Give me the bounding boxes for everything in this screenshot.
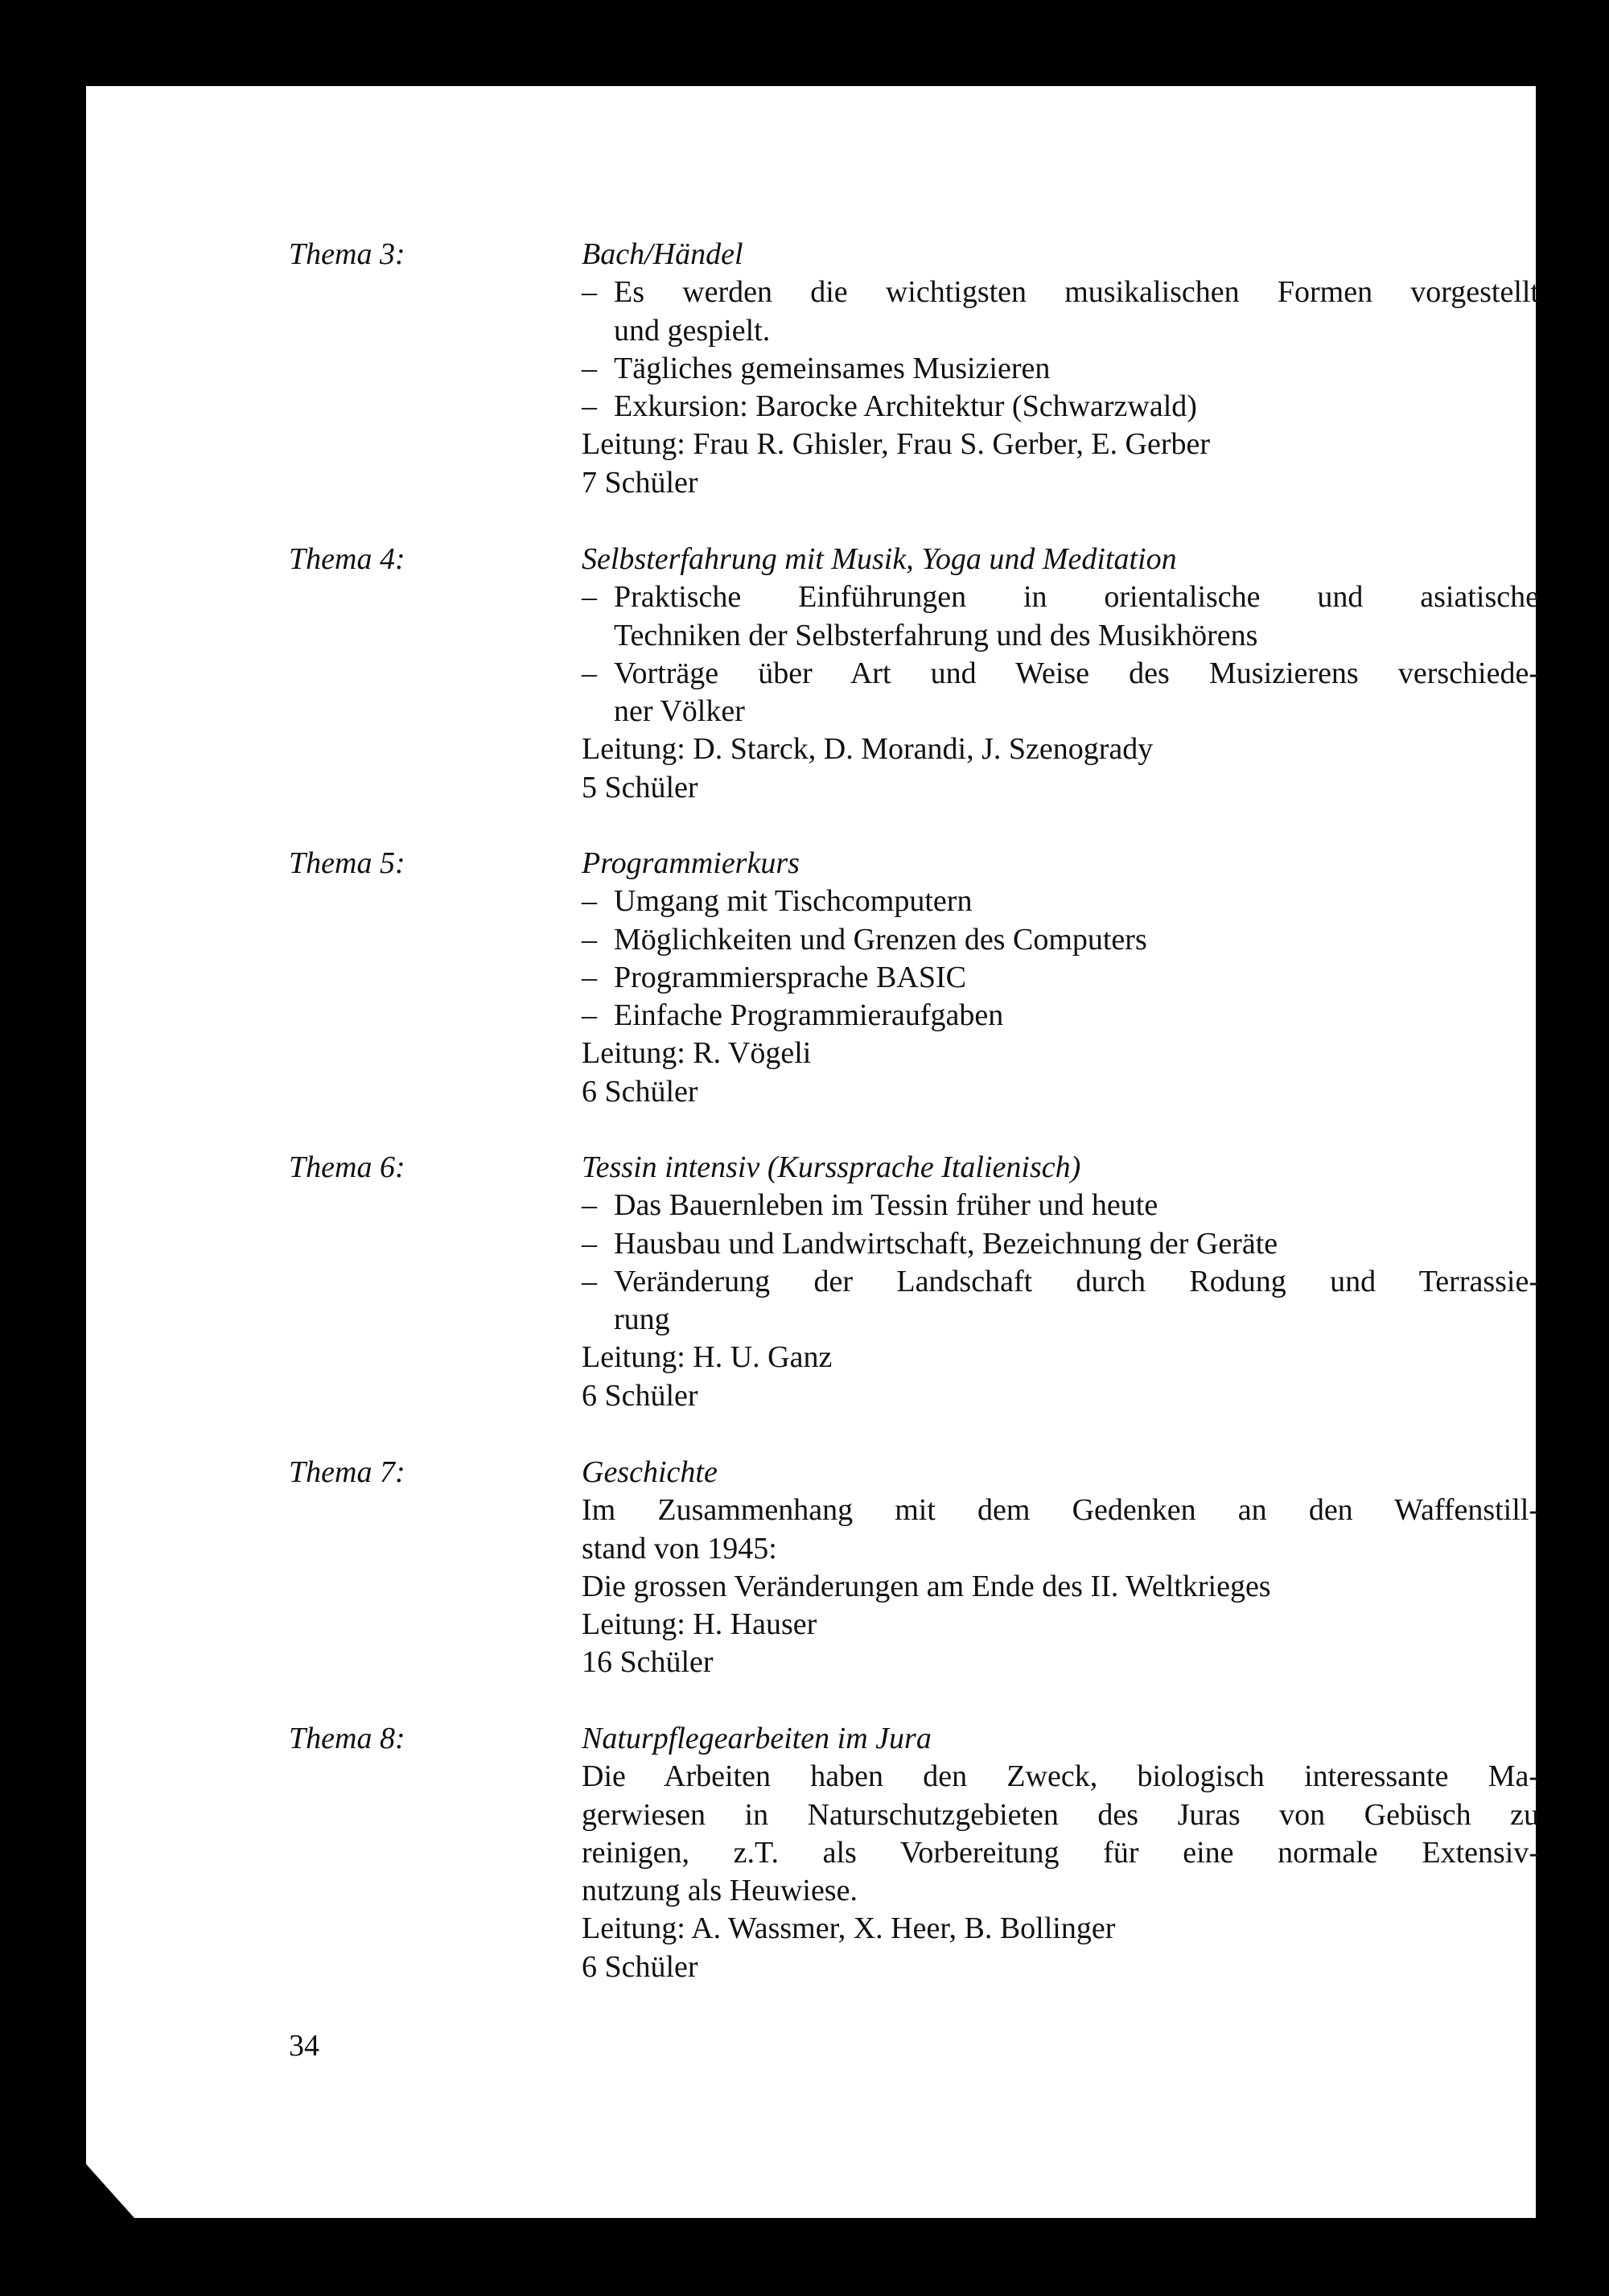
- bullet-line: – Vorträge über Art und Weise des Musizierens verschiede-: [614, 656, 1539, 690]
- student-count: 16 Schüler: [582, 1645, 714, 1680]
- bullet-line: – Einfache Programmieraufgaben: [614, 998, 1004, 1033]
- student-count: 6 Schüler: [582, 1378, 698, 1413]
- document-page: [86, 86, 1539, 2218]
- section-label: Thema 8:: [289, 1722, 405, 1755]
- bullet-item: [582, 921, 1539, 959]
- leitung-line: Leitung: D. Starck, D. Morandi, J. Szenogrady: [582, 732, 1154, 767]
- section-title: Naturpflegearbeiten im Jura: [582, 1722, 932, 1755]
- bullet-item: [582, 388, 1539, 426]
- bullet-item: [582, 959, 1539, 997]
- paragraph-line: Die grossen Veränderungen am Ende des II. Weltkrieges: [582, 1569, 1271, 1603]
- section-title: Bach/Händel: [582, 237, 743, 271]
- section-label: Thema 7:: [289, 1455, 405, 1489]
- bullet-item: [582, 997, 1539, 1035]
- section-title: Tessin intensiv (Kurssprache Italienisch): [582, 1150, 1081, 1184]
- bullet-line: – Umgang mit Tischcomputern: [614, 884, 973, 919]
- paragraph: [582, 1758, 1539, 1910]
- section-label: Thema 3:: [289, 237, 405, 271]
- leitung-line: Leitung: R. Vögeli: [582, 1036, 812, 1071]
- bullet-line: – Möglichkeiten und Grenzen des Computers: [614, 922, 1147, 957]
- student-count: 6 Schüler: [582, 1949, 698, 1984]
- leitung-line: Leitung: H. U. Ganz: [582, 1340, 833, 1375]
- section-body: [582, 845, 1539, 1111]
- section-body: [582, 1149, 1539, 1415]
- bullet-line: – Hausbau und Landwirtschaft, Bezeichnung der Geräte: [614, 1226, 1278, 1261]
- bullet-line: – Das Bauernleben im Tessin früher und heute: [614, 1188, 1158, 1223]
- leitung-line: Leitung: H. Hauser: [582, 1607, 817, 1642]
- bullet-item: [582, 1187, 1539, 1224]
- paragraph-line: Die Arbeiten haben den Zweck, biologisch interessante Ma-: [582, 1759, 1539, 1794]
- section-title: Selbsterfahrung mit Musik, Yoga und Meditation: [582, 542, 1177, 576]
- section-body: [582, 1454, 1539, 1682]
- paragraph: [582, 1492, 1539, 1568]
- bullet-item: [582, 655, 1539, 731]
- page-corner-fold: [86, 2164, 134, 2218]
- paragraph-line: nutzung als Heuwiese.: [582, 1874, 858, 1908]
- section-title: Programmierkurs: [582, 846, 800, 880]
- bullet-item: [582, 350, 1539, 388]
- section-label: Thema 5:: [289, 846, 405, 880]
- bullet-item: [582, 1263, 1539, 1339]
- paragraph-line: reinigen, z.T. als Vorbereitung für eine normale Extensiv-: [582, 1835, 1539, 1870]
- section-title: Geschichte: [582, 1455, 718, 1489]
- student-count: 6 Schüler: [582, 1074, 698, 1109]
- bullet-line: ner Völker: [614, 694, 745, 729]
- leitung-line: Leitung: A. Wassmer, X. Heer, B. Bollinger: [582, 1911, 1116, 1946]
- bullet-line: – Veränderung der Landschaft durch Rodung und Terrassie-: [614, 1264, 1539, 1298]
- paragraph-line: gerwiesen in Naturschutzgebieten des Juras von Gebüsch zu: [582, 1797, 1539, 1832]
- leitung-line: Leitung: Frau R. Ghisler, Frau S. Gerber, E. Gerber: [582, 427, 1211, 462]
- student-count: 5 Schüler: [582, 770, 698, 804]
- bullet-line: – Programmiersprache BASIC: [614, 960, 966, 994]
- section-label: Thema 6:: [289, 1150, 405, 1184]
- section-body: [582, 541, 1539, 807]
- section-body: [582, 236, 1539, 502]
- bullet-line: – Tägliches gemeinsames Musizieren: [614, 351, 1051, 385]
- bullet-item: [582, 1225, 1539, 1263]
- bullet-line: rung: [614, 1302, 670, 1337]
- student-count: 7 Schüler: [582, 465, 698, 500]
- paragraph: [582, 1568, 1539, 1606]
- section-label: Thema 4:: [289, 542, 405, 576]
- bullet-line: – Praktische Einführungen in orientalische und asiatische: [614, 580, 1539, 615]
- bullet-line: und gespielt.: [614, 313, 771, 348]
- paragraph-line: Im Zusammenhang mit dem Gedenken an den Waffenstill-: [582, 1493, 1539, 1528]
- bullet-item: [582, 578, 1539, 655]
- section-body: [582, 1720, 1539, 1986]
- paragraph-line: stand von 1945:: [582, 1531, 777, 1566]
- bullet-item: [582, 274, 1539, 350]
- bullet-item: [582, 883, 1539, 920]
- bullet-line: – Exkursion: Barocke Architektur (Schwarzwald): [614, 389, 1197, 424]
- page-number: 34: [289, 2029, 319, 2063]
- bullet-line: – Es werden die wichtigsten musikalischen Formen vorgestellt: [614, 275, 1539, 310]
- bullet-line: Techniken der Selbsterfahrung und des Musikhörens: [614, 618, 1258, 652]
